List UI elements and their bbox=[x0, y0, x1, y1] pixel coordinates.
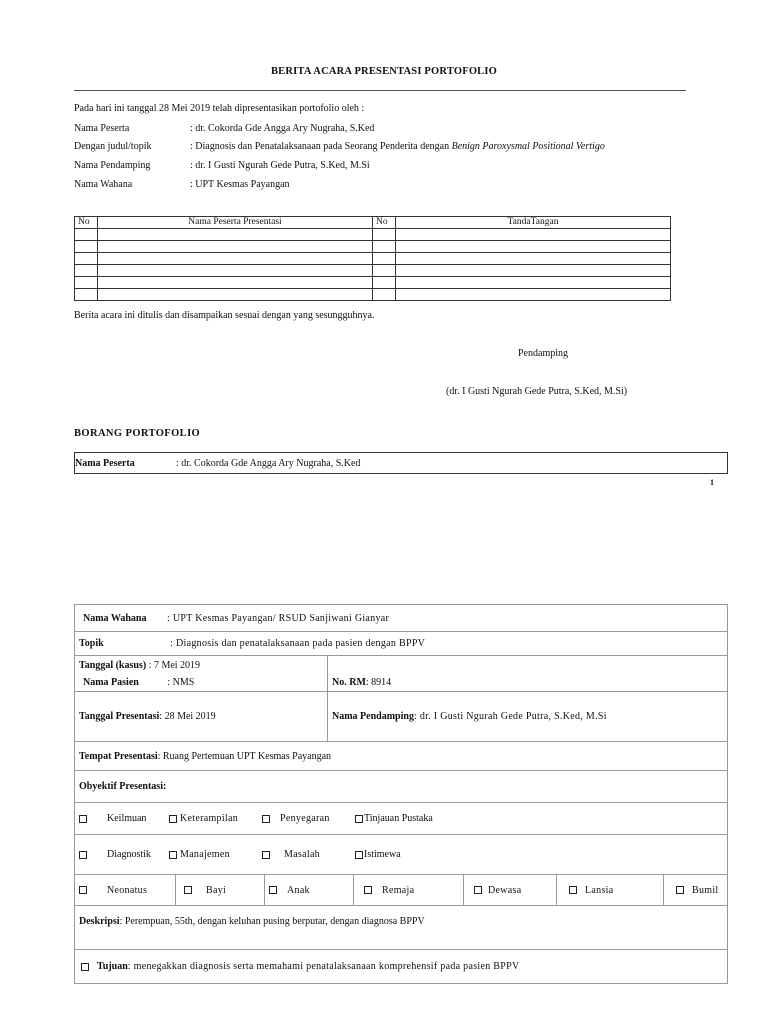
table-cell[interactable] bbox=[396, 277, 671, 289]
judul-italic-text: Benign Paroxysmal Positional Vertigo bbox=[451, 141, 605, 152]
tujuan-value: : menegakkan diagnosis serta memahami penatalaksanaan komprehensif pada pasien BPPV bbox=[127, 961, 520, 972]
cell-tanggal-kasus bbox=[75, 656, 328, 675]
borang-name-box bbox=[74, 452, 728, 474]
table-cell[interactable] bbox=[373, 265, 396, 277]
target-options-table bbox=[75, 875, 727, 905]
field-value-wahana: : UPT Kesmas Payangan bbox=[190, 179, 290, 190]
option-label: Bumil bbox=[692, 884, 719, 896]
checkbox[interactable] bbox=[79, 815, 87, 823]
table-row bbox=[75, 277, 671, 289]
option-label: Keilmuan bbox=[107, 813, 147, 824]
table-cell[interactable] bbox=[98, 229, 373, 241]
option-bumil[interactable] bbox=[664, 875, 728, 905]
option-label: Lansia bbox=[585, 884, 614, 896]
checkbox[interactable] bbox=[184, 886, 192, 894]
nama-pendamping-value: : dr. I Gusti Ngurah Gede Putra, S.Ked, M.Si bbox=[413, 711, 607, 722]
attendance-header-row bbox=[75, 217, 671, 229]
cell-no-rm bbox=[328, 675, 728, 692]
table-cell[interactable] bbox=[98, 265, 373, 277]
checkbox[interactable] bbox=[169, 815, 177, 823]
tempat-value: : Ruang Pertemuan UPT Kesmas Payangan bbox=[157, 750, 332, 762]
row-nama-pasien bbox=[75, 675, 728, 692]
field-value-judul bbox=[190, 141, 605, 153]
table-cell[interactable] bbox=[75, 289, 98, 301]
row-presentasi bbox=[75, 692, 728, 742]
table-cell[interactable] bbox=[75, 277, 98, 289]
table-row bbox=[75, 253, 671, 265]
option-label: Tinjauan Pustaka bbox=[364, 813, 433, 824]
nama-pasien-label: Nama Pasien bbox=[83, 677, 139, 689]
header-tanda-tangan: TandaTangan bbox=[396, 217, 671, 229]
checkbox[interactable] bbox=[269, 886, 277, 894]
header-nama-peserta: Nama Peserta Presentasi bbox=[98, 217, 373, 229]
obyektif-label: Obyektif Presentasi: bbox=[79, 781, 167, 792]
cell-tujuan bbox=[75, 950, 728, 984]
no-rm-value: : 8914 bbox=[365, 677, 392, 689]
cell-obyektif bbox=[75, 771, 728, 803]
header-no-1: No bbox=[75, 217, 98, 229]
topik-value: : Diagnosis dan penatalaksanaan pada pasien dengan BPPV bbox=[170, 638, 426, 649]
checkbox[interactable] bbox=[569, 886, 577, 894]
checkbox[interactable] bbox=[676, 886, 684, 894]
row-tempat bbox=[75, 742, 728, 771]
signer-role: Pendamping bbox=[518, 348, 568, 359]
option-lansia[interactable] bbox=[557, 875, 664, 905]
checkbox[interactable] bbox=[169, 851, 177, 859]
nama-pasien-value: : NMS bbox=[167, 677, 195, 689]
cell-options-1 bbox=[75, 803, 728, 835]
field-label-pendamping: Nama Pendamping bbox=[74, 160, 151, 171]
table-row bbox=[75, 241, 671, 253]
nama-pendamping-label: Nama Pendamping bbox=[332, 711, 414, 722]
header-no-2: No bbox=[373, 217, 396, 229]
cell-nama-pasien bbox=[75, 675, 328, 692]
checkbox[interactable] bbox=[474, 886, 482, 894]
field-label-nama-peserta: Nama Peserta bbox=[74, 123, 130, 134]
table-cell[interactable] bbox=[373, 277, 396, 289]
option-neonatus[interactable] bbox=[75, 875, 176, 905]
option-dewasa[interactable] bbox=[464, 875, 557, 905]
closing-text: Berita acara ini ditulis dan disampaikan sesuai dengan yang sesungguhnya. bbox=[74, 310, 375, 321]
intro-text: Pada hari ini tanggal 28 Mei 2019 telah dipresentasikan portofolio oleh : bbox=[74, 103, 365, 114]
table-cell[interactable] bbox=[98, 241, 373, 253]
option-remaja[interactable] bbox=[354, 875, 464, 905]
option-label: Anak bbox=[287, 884, 310, 896]
cell-tgl-presentasi bbox=[75, 692, 328, 742]
no-rm-label: No. RM bbox=[332, 677, 366, 689]
field-label-wahana: Nama Wahana bbox=[74, 179, 133, 190]
table-cell[interactable] bbox=[75, 241, 98, 253]
row-objektif-options-3 bbox=[75, 875, 728, 906]
option-label: Bayi bbox=[206, 884, 227, 896]
target-options-row bbox=[75, 875, 727, 905]
nama-wahana-value: : UPT Kesmas Payangan/ RSUD Sanjiwani Gianyar bbox=[166, 612, 390, 624]
cell-deskripsi bbox=[75, 906, 728, 950]
table-cell[interactable] bbox=[373, 241, 396, 253]
page-number: 1 bbox=[710, 478, 714, 487]
deskripsi-value: : Perempuan, 55th, dengan keluhan pusing berputar, dengan diagnosa BPPV bbox=[119, 916, 425, 927]
option-keilmuan[interactable] bbox=[79, 813, 169, 824]
table-cell[interactable] bbox=[373, 253, 396, 265]
tgl-presentasi-label: Tanggal Presentasi bbox=[79, 711, 160, 722]
table-row bbox=[75, 265, 671, 277]
row-tanggal-kasus bbox=[75, 656, 728, 675]
option-label: Remaja bbox=[382, 884, 415, 896]
option-tinjauan-pustaka[interactable] bbox=[355, 813, 433, 824]
table-cell[interactable] bbox=[75, 253, 98, 265]
table-row bbox=[75, 229, 671, 241]
cell-topik bbox=[75, 632, 728, 656]
checkbox[interactable] bbox=[262, 815, 270, 823]
table-cell[interactable] bbox=[396, 253, 671, 265]
option-label: Keterampilan bbox=[180, 813, 239, 824]
cell-options-3 bbox=[75, 875, 728, 906]
row-deskripsi bbox=[75, 906, 728, 950]
row-tujuan bbox=[75, 950, 728, 984]
title-divider bbox=[74, 90, 686, 91]
row-objektif-options-2 bbox=[75, 835, 728, 875]
borang-table bbox=[74, 604, 728, 984]
page-title: BERITA ACARA PRESENTASI PORTOFOLIO bbox=[270, 66, 498, 77]
table-cell[interactable] bbox=[396, 289, 671, 301]
borang-name-label: Nama Peserta bbox=[75, 458, 135, 469]
option-diagnostik[interactable] bbox=[79, 849, 169, 860]
tgl-presentasi-value: : 28 Mei 2019 bbox=[159, 711, 216, 722]
option-manajemen[interactable] bbox=[169, 849, 262, 860]
row-topik bbox=[75, 632, 728, 656]
cell-empty bbox=[328, 656, 728, 675]
tanggal-kasus-label: Tanggal (kasus) bbox=[79, 659, 147, 671]
cell-options-2 bbox=[75, 835, 728, 875]
deskripsi-label: Deskripsi bbox=[79, 916, 120, 927]
table-cell[interactable] bbox=[75, 265, 98, 277]
tanggal-kasus-value: : 7 Mei 2019 bbox=[146, 659, 201, 671]
signer-name: (dr. I Gusti Ngurah Gede Putra, S.Ked, M.Si) bbox=[446, 386, 628, 397]
option-label: Diagnostik bbox=[107, 849, 151, 860]
option-anak[interactable] bbox=[265, 875, 354, 905]
field-label-judul: Dengan judul/topik bbox=[74, 141, 152, 152]
table-cell[interactable] bbox=[75, 229, 98, 241]
topik-label: Topik bbox=[79, 638, 104, 649]
checkbox[interactable] bbox=[79, 886, 87, 894]
option-label: Manajemen bbox=[180, 849, 230, 860]
table-cell[interactable] bbox=[396, 241, 671, 253]
field-value-pendamping: : dr. I Gusti Ngurah Gede Putra, S.Ked, M.Si bbox=[190, 160, 370, 171]
table-cell[interactable] bbox=[396, 265, 671, 277]
option-keterampilan[interactable] bbox=[169, 813, 262, 824]
table-cell[interactable] bbox=[98, 289, 373, 301]
checkbox[interactable] bbox=[81, 963, 89, 971]
table-cell[interactable] bbox=[373, 289, 396, 301]
checkbox[interactable] bbox=[79, 851, 87, 859]
checkbox[interactable] bbox=[364, 886, 372, 894]
option-label: Neonatus bbox=[107, 884, 148, 896]
option-label: Dewasa bbox=[488, 884, 522, 896]
row-nama-wahana bbox=[75, 605, 728, 632]
field-value-nama-peserta: : dr. Cokorda Gde Angga Ary Nugraha, S.Ked bbox=[190, 123, 375, 134]
option-masalah[interactable] bbox=[262, 849, 355, 860]
judul-text: : Diagnosis dan Penatalaksanaan pada Seorang Penderita dengan bbox=[190, 141, 452, 152]
row-obyektif bbox=[75, 771, 728, 803]
checkbox[interactable] bbox=[355, 815, 363, 823]
option-penyegaran[interactable] bbox=[262, 813, 355, 824]
nama-wahana-label: Nama Wahana bbox=[83, 612, 147, 624]
table-cell[interactable] bbox=[98, 253, 373, 265]
option-istimewa[interactable] bbox=[355, 849, 401, 860]
cell-nama-pendamping bbox=[328, 692, 728, 742]
cell-tempat bbox=[75, 742, 728, 771]
checkbox[interactable] bbox=[262, 851, 270, 859]
borang-name-value: : dr. Cokorda Gde Angga Ary Nugraha, S.Ked bbox=[176, 458, 361, 469]
row-objektif-options-1 bbox=[75, 803, 728, 835]
option-label: Istimewa bbox=[364, 849, 401, 860]
option-label: Masalah bbox=[284, 849, 320, 860]
tujuan-label: Tujuan bbox=[97, 961, 128, 972]
attendance-table bbox=[74, 216, 671, 301]
table-cell[interactable] bbox=[98, 277, 373, 289]
table-cell[interactable] bbox=[396, 229, 671, 241]
checkbox[interactable] bbox=[355, 851, 363, 859]
table-row bbox=[75, 289, 671, 301]
option-label: Penyegaran bbox=[280, 813, 330, 824]
cell-nama-wahana bbox=[75, 605, 728, 632]
table-cell[interactable] bbox=[373, 229, 396, 241]
tempat-label: Tempat Presentasi bbox=[79, 750, 158, 762]
option-bayi[interactable] bbox=[176, 875, 265, 905]
borang-title: BORANG PORTOFOLIO bbox=[74, 428, 201, 439]
